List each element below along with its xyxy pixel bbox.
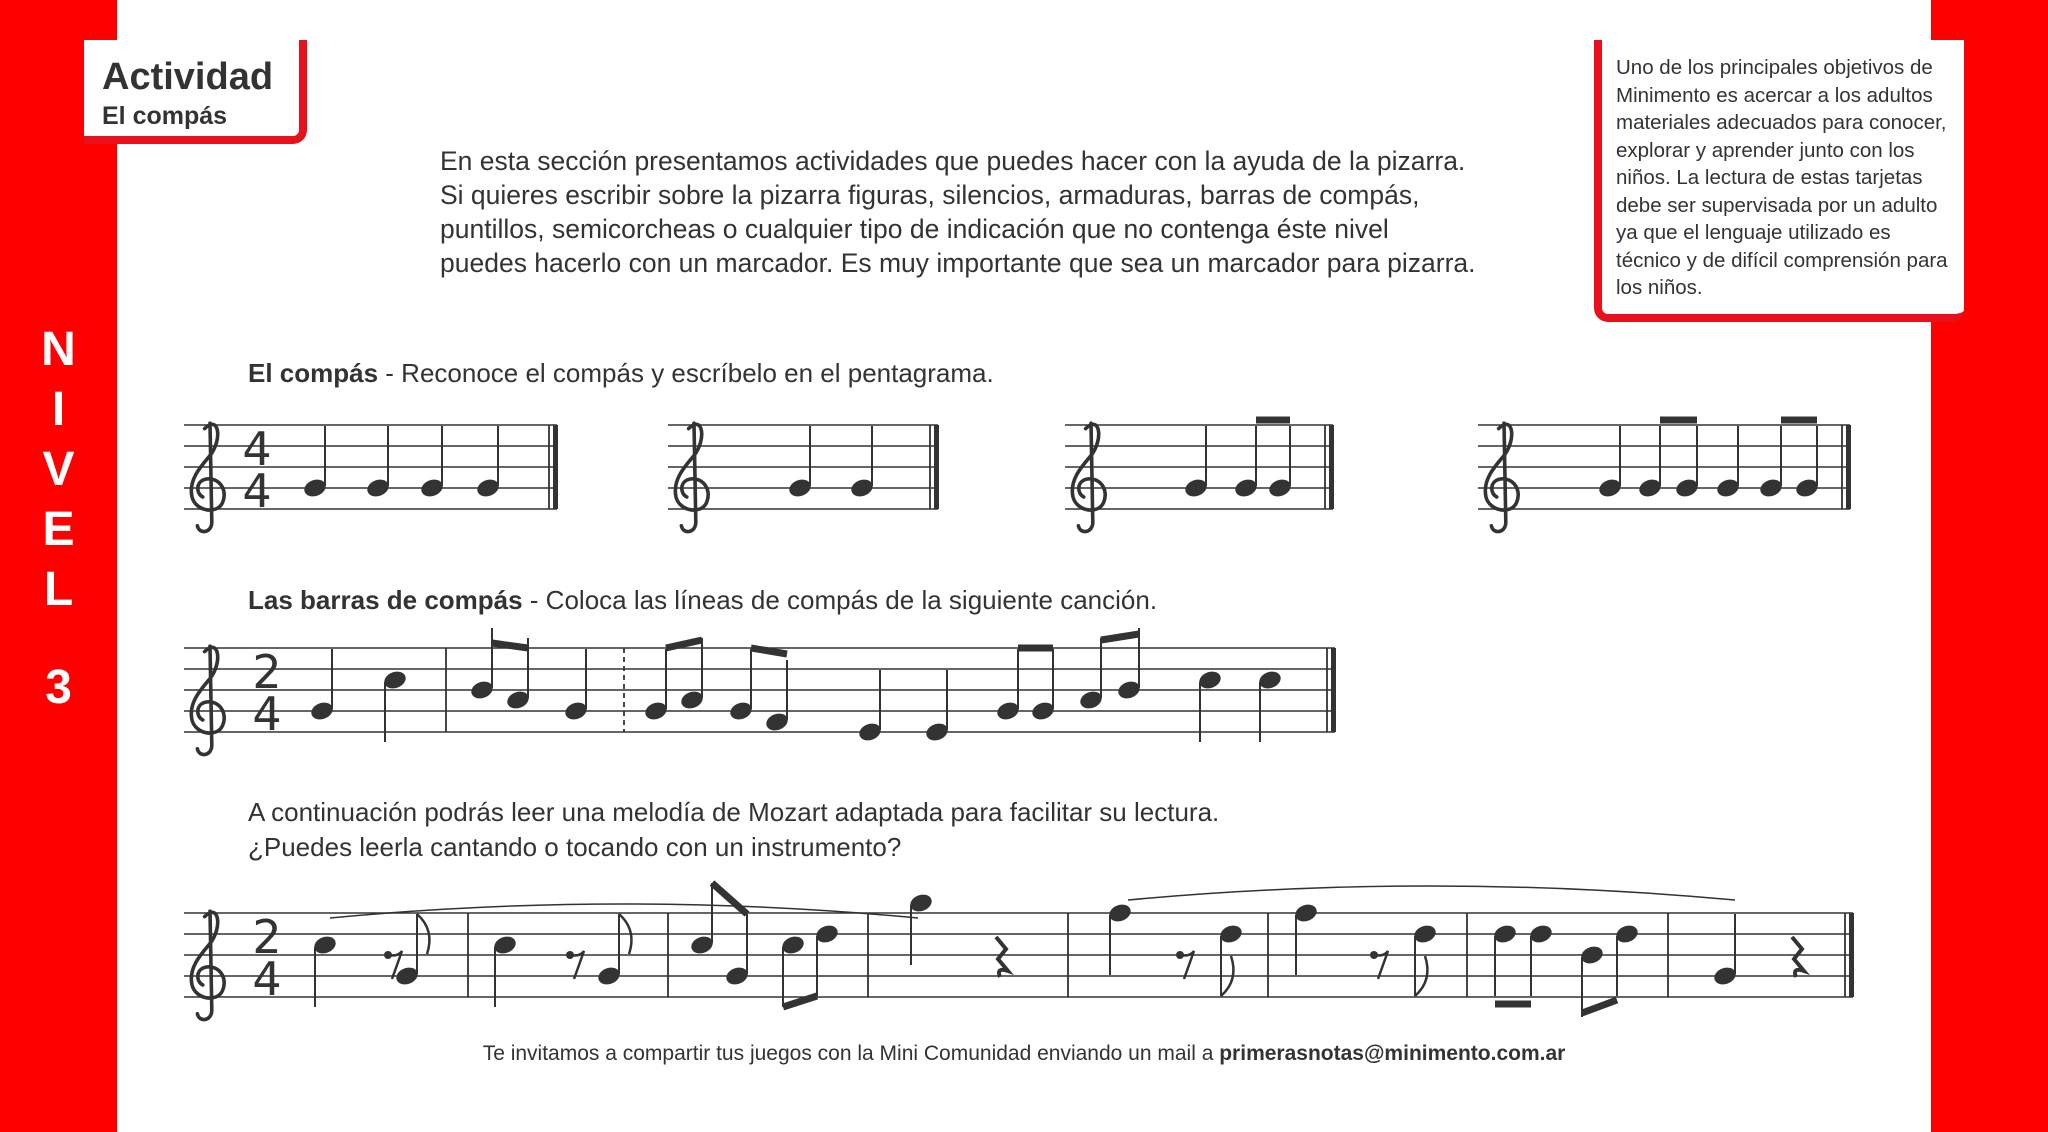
treble-clef-icon <box>191 646 224 754</box>
level-letter: N <box>41 323 76 376</box>
intro-line: puedes hacerlo con un marcador. Es muy importante que sea un marcador para pizarra. <box>440 248 1476 278</box>
time-signature-bottom: 4 <box>252 952 282 1006</box>
time-signature-top: 4 <box>242 422 272 476</box>
level-letter: V <box>42 443 75 496</box>
intro-line: Si quieres escribir sobre la pizarra figuras, silencios, armaduras, barras de compás, <box>440 180 1420 210</box>
exercise2-bold: Las barras de compás <box>248 585 523 615</box>
eighth-rest-icon <box>1180 951 1194 979</box>
note-beam <box>492 643 528 648</box>
quarter-rest-icon <box>996 937 1008 977</box>
treble-clef-icon <box>191 423 224 531</box>
final-barline <box>934 425 939 509</box>
level-number: 3 <box>45 661 72 714</box>
time-signature-bottom: 4 <box>252 687 282 741</box>
final-barline <box>1331 648 1336 732</box>
activity-title: Actividad <box>102 56 274 98</box>
level-letter: L <box>43 563 74 616</box>
note-beam <box>666 640 702 648</box>
note-beam <box>1101 634 1139 640</box>
time-signature-top: 2 <box>252 645 282 699</box>
exercise3-line2: ¿Puedes leerla cantando o tocando con un instrumento? <box>248 832 902 862</box>
eighth-rest-icon <box>570 951 584 979</box>
footer-text: Te invitamos a compartir tus juegos con la Mini Comunidad enviando un mail a <box>482 1042 1220 1065</box>
treble-clef-icon <box>1072 423 1105 531</box>
intro-line: puntillos, semicorcheas o cualquier tipo de indicación que no contenga éste nivel <box>440 214 1389 244</box>
treble-clef-icon <box>675 423 708 531</box>
time-signature-top: 2 <box>252 910 282 964</box>
activity-subtitle: El compás <box>102 102 228 130</box>
treble-clef-icon <box>1485 423 1518 531</box>
treble-clef-icon <box>191 911 224 1019</box>
note-beam <box>1582 1000 1617 1013</box>
final-barline <box>1846 425 1851 509</box>
eighth-rest-icon <box>1374 951 1388 979</box>
slur <box>1128 886 1735 900</box>
final-barline <box>1329 425 1334 509</box>
exercise3-line1: A continuación podrás leer una melodía de Mozart adaptada para facilitar su lectura. <box>248 797 1220 827</box>
note-beam <box>751 648 787 654</box>
intro-line: En esta sección presentamos actividades que puedes hacer con la ayuda de la pizarra. <box>440 146 1466 176</box>
time-signature-bottom: 4 <box>242 464 272 518</box>
exercise1-text: - Reconoce el compás y escríbelo en el pentagrama. <box>378 358 994 388</box>
note-beam <box>712 883 747 914</box>
level-letter: E <box>42 503 75 556</box>
final-barline <box>553 425 558 509</box>
final-barline <box>1849 913 1854 997</box>
exercise2-text: - Coloca las líneas de compás de la siguiente canción. <box>522 585 1158 615</box>
level-letter: I <box>51 383 66 436</box>
quarter-rest-icon <box>1792 937 1804 977</box>
exercise1-bold: El compás <box>248 358 379 388</box>
footer-email[interactable]: primerasnotas@minimento.com.ar <box>1219 1042 1566 1065</box>
info-note: Uno de los principales objetivos de Minimento es acercar a los adultos materiales adecuados para conocer, explorar y aprender junto con los niños. La lectura de estas tarjetas debe ser supervisada por un adulto ya que el lenguaje utilizado es técnico y de difícil comprensión para los niños. <box>1594 40 1964 322</box>
